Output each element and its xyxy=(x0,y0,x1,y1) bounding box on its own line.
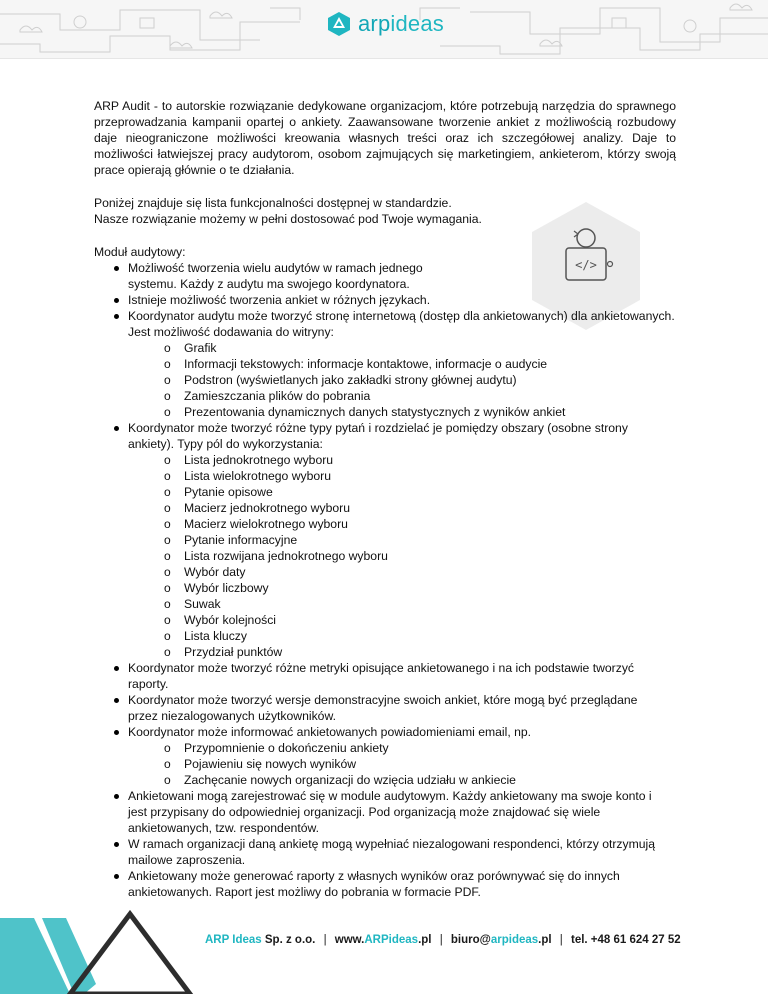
document-body xyxy=(94,98,676,900)
sublist-item: o Wybór daty xyxy=(128,564,676,580)
sublist-item: o Wybór kolejności xyxy=(128,612,676,628)
list-item: Koordynator może informować ankietowanych powiadomieniami email, np. o Przypomnienie o dokończeniu ankiety o Pojawieniu się nowych wyników o Zachęcanie nowych organizacji do wzięcia udziału w ankiecie xyxy=(94,724,676,788)
list-item: Koordynator audytu może tworzyć stronę internetową (dostęp dla ankietowanych) dla ankietowanych. Jest możliwość dodawania do witryny: o Grafik o Informacji tekstowych: informacje kontaktowe, informacje o audycie o Podstron (wyświetlanych jako zakładki strony głównej audytu) o Zamieszczania plików do pobrania o Prezentowania dynamicznych danych statystycznych z wyników ankiet xyxy=(94,308,676,420)
sublist-item: o Macierz jednokrotnego wyboru xyxy=(128,500,676,516)
list-item: Koordynator może tworzyć różne metryki opisujące ankietowanego i na ich podstawie tworzyć raporty. xyxy=(94,660,676,692)
footer-separator: | xyxy=(323,934,327,946)
sublist-item: o Prezentowania dynamicznych danych statystycznych z wyników ankiet xyxy=(128,404,676,420)
sublist-item: o Przydział punktów xyxy=(128,644,676,660)
sublist-item: o Lista kluczy xyxy=(128,628,676,644)
sublist-item: o Lista rozwijana jednokrotnego wyboru xyxy=(128,548,676,564)
footer-logo-shapes xyxy=(0,900,200,994)
sublist-item: o Lista wielokrotnego wyboru xyxy=(128,468,676,484)
list-item: W ramach organizacji daną ankietę mogą wypełniać niezalogowani respondenci, którzy otrzymują mailowe zaproszenia. xyxy=(94,836,676,868)
sublist-item: o Zamieszczania plików do pobrania xyxy=(128,388,676,404)
list-item: Koordynator może tworzyć różne typy pytań i rozdzielać je pomiędzy obszary (osobne strony ankiety). Typy pól do wykorzystania: o Lista jednokrotnego wyboru o Lista wielokrotnego wyboru o Pytanie opisowe o Macierz jednokrotnego wyboru o Macierz wielokrotnego wyboru o Pytanie informacyjne o Lista rozwijana jednokrotnego wyboru o Wybór daty o Wybór liczbowy o Suwak o Wybór kolejności o Lista kluczy o Przydział punktów xyxy=(94,420,676,660)
intro-paragraph: ARP Audit - to autorskie rozwiązanie dedykowane organizacjom, które potrzebują narzędzia do sprawnego przeprowadzania kampanii opartej o ankiety. Zaawansowane tworzenie ankiet z możliwością rozbudowy daje nieograniczone możliwości kreowania własnych treści oraz ich szczegółowej analizy. Daje to możliwości łatwiejszej pracy audytorom, osobom zajmujących się marketingiem, ankieterom, którzy swoją prace opierają głównie o te działania. xyxy=(94,99,676,177)
header-banner xyxy=(0,0,768,59)
footer-separator: | xyxy=(559,934,563,946)
footer-email-link[interactable]: biuro@arpideas.pl xyxy=(450,934,552,946)
sublist-item: o Lista jednokrotnego wyboru xyxy=(128,452,676,468)
list-item: Istnieje możliwość tworzenia ankiet w różnych językach. xyxy=(94,292,676,308)
sublist-item: o Grafik xyxy=(128,340,676,356)
footer-contact xyxy=(205,934,681,946)
sublist-item: o Przypomnienie o dokończeniu ankiety xyxy=(128,740,676,756)
footer-phone: tel. +48 61 624 27 52 xyxy=(571,934,681,946)
sublist-item: o Macierz wielokrotnego wyboru xyxy=(128,516,676,532)
sublist-item: o Pytanie opisowe xyxy=(128,484,676,500)
footer-website-link[interactable]: www.ARPideas.pl xyxy=(334,934,432,946)
sublist-item: o Podstron (wyświetlanych jako zakładki strony głównej audytu) xyxy=(128,372,676,388)
arpideas-logo xyxy=(326,10,444,38)
list-item: Koordynator może tworzyć wersje demonstracyjne swoich ankiet, które mogą być przeglądane przez niezalogowanych użytkowników. xyxy=(94,692,676,724)
sublist-item: o Informacji tekstowych: informacje kontaktowe, informacje o audycie xyxy=(128,356,676,372)
sublist-item: o Pytanie informacyjne xyxy=(128,532,676,548)
section-title: Moduł audytowy: xyxy=(94,245,186,259)
sublist-item: o Pojawieniu się nowych wyników xyxy=(128,756,676,772)
sublist xyxy=(128,340,676,420)
footer-separator: | xyxy=(439,934,443,946)
feature-list xyxy=(94,260,676,900)
code-icon-label: </> xyxy=(575,258,597,272)
footer-company: ARP Ideas Sp. z o.o. xyxy=(205,934,316,946)
list-intro-line1: Poniżej znajduje się lista funkcjonalności dostępnej w standardzie. xyxy=(94,196,452,210)
sublist-item: o Zachęcanie nowych organizacji do wzięcia udziału w ankiecie xyxy=(128,772,676,788)
list-item: Ankietowani mogą zarejestrować się w module audytowym. Każdy ankietowany ma swoje konto i jest przypisany do odpowiedniej organizacji. Pod organizacją może znajdować się wiele ankietowanych, tzw. respondentów. xyxy=(94,788,676,836)
sublist-item: o Suwak xyxy=(128,596,676,612)
list-item: Ankietowany może generować raporty z własnych wyników oraz porównywać się do innych ankietowanych. Raport jest możliwy do pobrania w formacie PDF. xyxy=(94,868,676,900)
sublist xyxy=(128,452,676,660)
logo-hexagon-icon xyxy=(326,11,352,37)
sublist-item: o Wybór liczbowy xyxy=(128,580,676,596)
sublist xyxy=(128,740,676,788)
list-item: Możliwość tworzenia wielu audytów w ramach jednego systemu. Każdy z audytu ma swojego koordynatora. xyxy=(94,260,676,292)
list-intro-line2: Nasze rozwiązanie możemy w pełni dostosować pod Twoje wymagania. xyxy=(94,212,482,226)
logo-wordmark: arpideas xyxy=(358,11,444,36)
